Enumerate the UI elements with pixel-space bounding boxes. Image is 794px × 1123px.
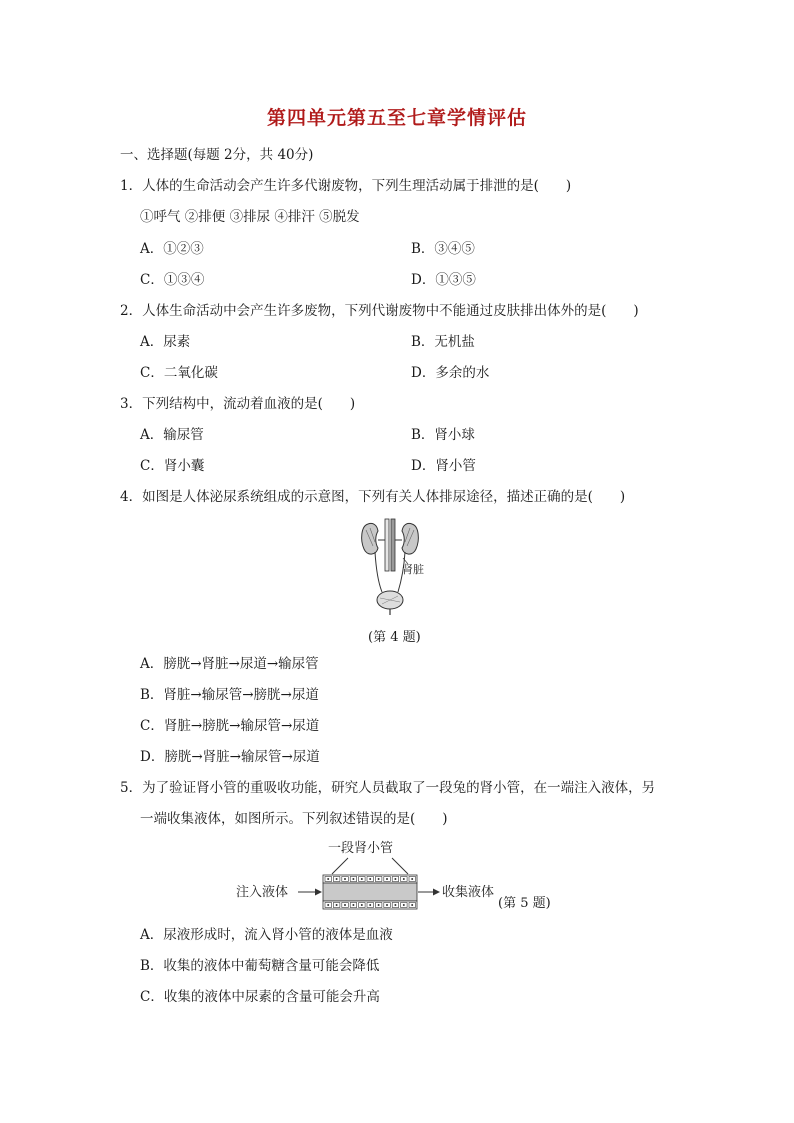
q4-option-a: A．膀胱→肾脏→尿道→输尿管	[140, 656, 319, 672]
q1-items: ①呼气 ②排便 ③排尿 ④排汗 ⑤脱发	[140, 209, 360, 225]
q1-option-b: B．③④⑤	[411, 241, 475, 257]
q2-option-b: B．无机盐	[411, 334, 475, 350]
blood-vessels	[378, 519, 402, 571]
urinary-system-figure	[358, 516, 438, 616]
q5-stem-line2: 一端收集液体，如图所示。下列叙述错误的是( )	[140, 811, 448, 827]
q5-option-c: C．收集的液体中尿素的含量可能会升高	[140, 989, 380, 1005]
page-title: 第四单元第五至七章学情评估	[266, 107, 527, 129]
q3-stem: 3．下列结构中，流动着血液的是( )	[120, 396, 356, 412]
q1-stem: 1．人体的生命活动会产生许多代谢废物，下列生理活动属于排泄的是( )	[120, 178, 572, 194]
tubule-lumen	[323, 883, 417, 901]
q5-stem-line1: 5．为了验证肾小管的重吸收功能，研究人员截取了一段兔的肾小管，在一端注入液体，另	[120, 780, 656, 796]
q2-option-c: C．二氧化碳	[140, 365, 218, 381]
label-pointer-right	[392, 858, 408, 874]
arrow-in	[315, 889, 322, 896]
arrow-out	[433, 889, 440, 896]
q4-stem: 4．如图是人体泌尿系统组成的示意图，下列有关人体排尿途径，描述正确的是( )	[120, 489, 626, 505]
ureters	[375, 552, 405, 592]
kidney-left	[362, 523, 378, 554]
tubule-wall-bottom	[323, 901, 417, 909]
q2-option-a: A．尿素	[140, 334, 191, 350]
q2-option-d: D．多余的水	[411, 365, 490, 381]
tubule-wall-top	[323, 875, 417, 883]
q3-option-d: D．肾小管	[411, 458, 476, 474]
section-heading: 一、选择题(每题 2分，共 40分)	[120, 147, 314, 163]
label-pointer-left	[332, 858, 348, 874]
q5-option-a: A．尿液形成时，流入肾小管的液体是血液	[140, 927, 393, 943]
collect-label: 收集液体	[442, 885, 495, 900]
bladder	[377, 591, 403, 615]
q4-option-b: B．肾脏→输尿管→膀胱→尿道	[140, 687, 319, 703]
inject-label: 注入液体	[236, 885, 289, 900]
q1-option-a: A．①②③	[140, 241, 204, 257]
q1-option-d: D．①③⑤	[411, 272, 476, 288]
q3-option-c: C．肾小囊	[140, 458, 205, 474]
q4-option-d: D．膀胱→肾脏→输尿管→尿道	[140, 749, 320, 765]
q5-figure-caption: (第 5 题)	[498, 896, 551, 911]
q4-option-c: C．肾脏→膀胱→输尿管→尿道	[140, 718, 320, 734]
q3-option-b: B．肾小球	[411, 427, 475, 443]
q5-option-b: B．收集的液体中葡萄糖含量可能会降低	[140, 958, 380, 974]
q3-option-a: A．输尿管	[140, 427, 204, 443]
kidney-label: 肾脏	[402, 563, 424, 576]
q4-figure-caption: (第 4 题)	[368, 630, 421, 645]
q2-stem: 2．人体生命活动中会产生许多废物，下列代谢废物中不能通过皮肤排出体外的是( )	[120, 303, 639, 319]
tubule-label: 一段肾小管	[328, 841, 394, 856]
kidney-right	[402, 523, 418, 554]
q1-option-c: C．①③④	[140, 272, 205, 288]
